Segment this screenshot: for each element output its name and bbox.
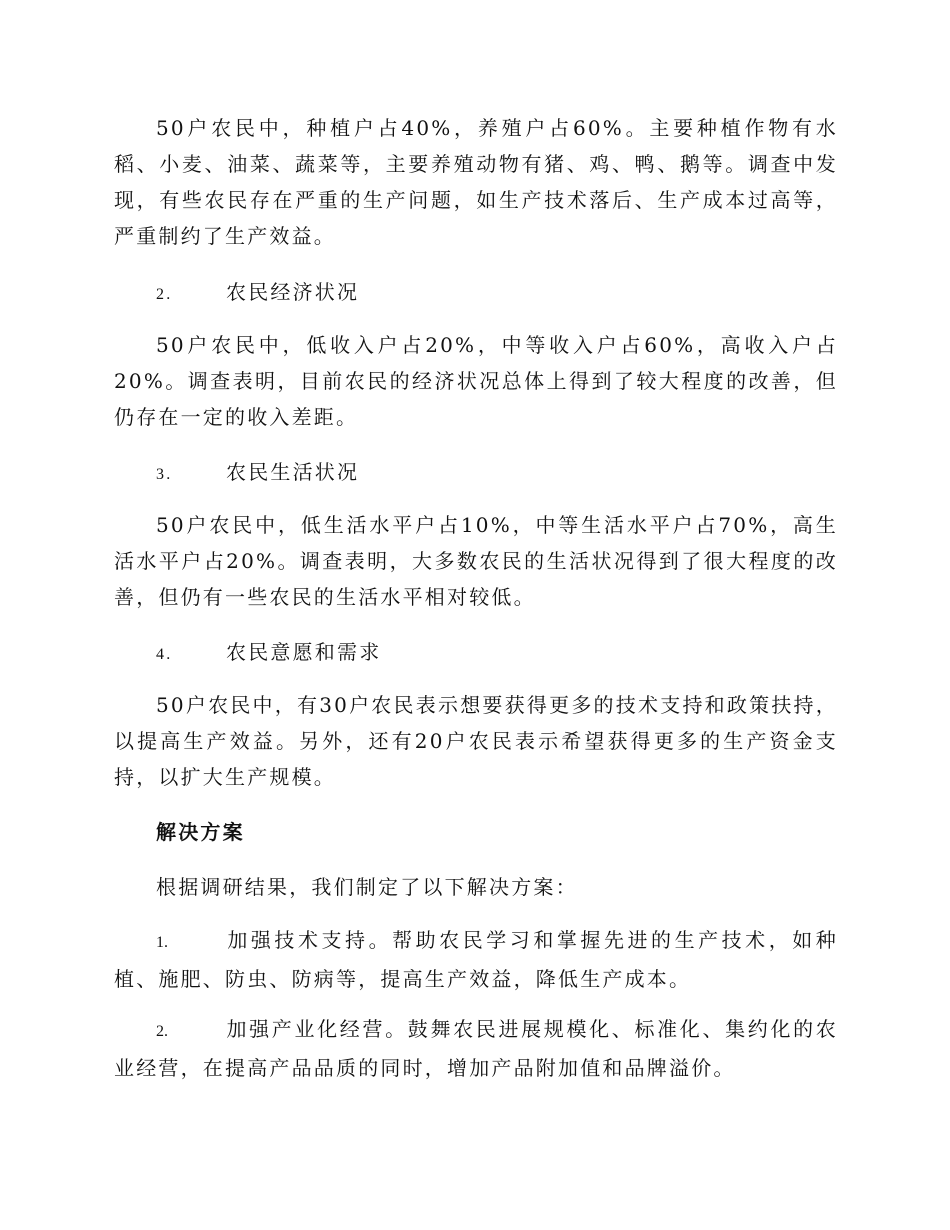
paragraph-economy: 50户农民中，低收入户占20%，中等收入户占60%，高收入户占20%。调查表明，目前农民的经济状况总体上得到了较大程度的改善，但仍存在一定的收入差距。 bbox=[114, 333, 838, 429]
section-heading-needs bbox=[156, 634, 381, 673]
solution-text: 加强技术支持。帮助农民学习和掌握先进的生产技术，如种植、施肥、防虫、防病等，提高生产效益，降低生产成本。 bbox=[114, 928, 838, 991]
paragraph-living: 50户农民中，低生活水平户占10%，中等生活水平户占70%，高生活水平户占20%。调查表明，大多数农民的生活状况得到了很大程度的改善，但仍有一些农民的生活水平相对较低。 bbox=[114, 513, 838, 609]
solution-item-2 bbox=[114, 1011, 838, 1086]
section-heading-living bbox=[156, 454, 359, 493]
paragraph-needs: 50户农民中，有30户农民表示想要获得更多的技术支持和政策扶持，以提高生产效益。另外，还有20户农民表示希望获得更多的生产资金支持，以扩大生产规模。 bbox=[114, 693, 838, 789]
section-title: 农民经济状况 bbox=[226, 280, 360, 304]
section-number: 3. bbox=[156, 466, 173, 483]
solution-text: 加强产业化经营。鼓舞农民进展规模化、标准化、集约化的农业经营，在提高产品品质的同时，增加产品附加值和品牌溢价。 bbox=[114, 1017, 838, 1080]
list-number: 2. bbox=[156, 1023, 168, 1040]
section-title: 农民意愿和需求 bbox=[226, 640, 382, 664]
paragraph-planting-breeding: 50户农民中，种植户占40%，养殖户占60%。主要种植作物有水稻、小麦、油菜、蔬菜等，主要养殖动物有猪、鸡、鸭、鹅等。调查中发现，有些农民存在严重的生产问题，如生产技术落后、生产成本过高等，严重制约了生产效益。 bbox=[114, 116, 838, 248]
section-heading-economy bbox=[156, 274, 359, 313]
section-number: 4. bbox=[156, 646, 173, 663]
section-title: 农民生活状况 bbox=[226, 460, 360, 484]
heading-solutions: 解决方案 bbox=[156, 820, 245, 844]
section-number: 2. bbox=[156, 286, 173, 303]
solution-item-1 bbox=[114, 922, 838, 997]
paragraph-solutions-intro: 根据调研结果，我们制定了以下解决方案： bbox=[156, 875, 578, 899]
list-number: 1. bbox=[156, 934, 168, 951]
